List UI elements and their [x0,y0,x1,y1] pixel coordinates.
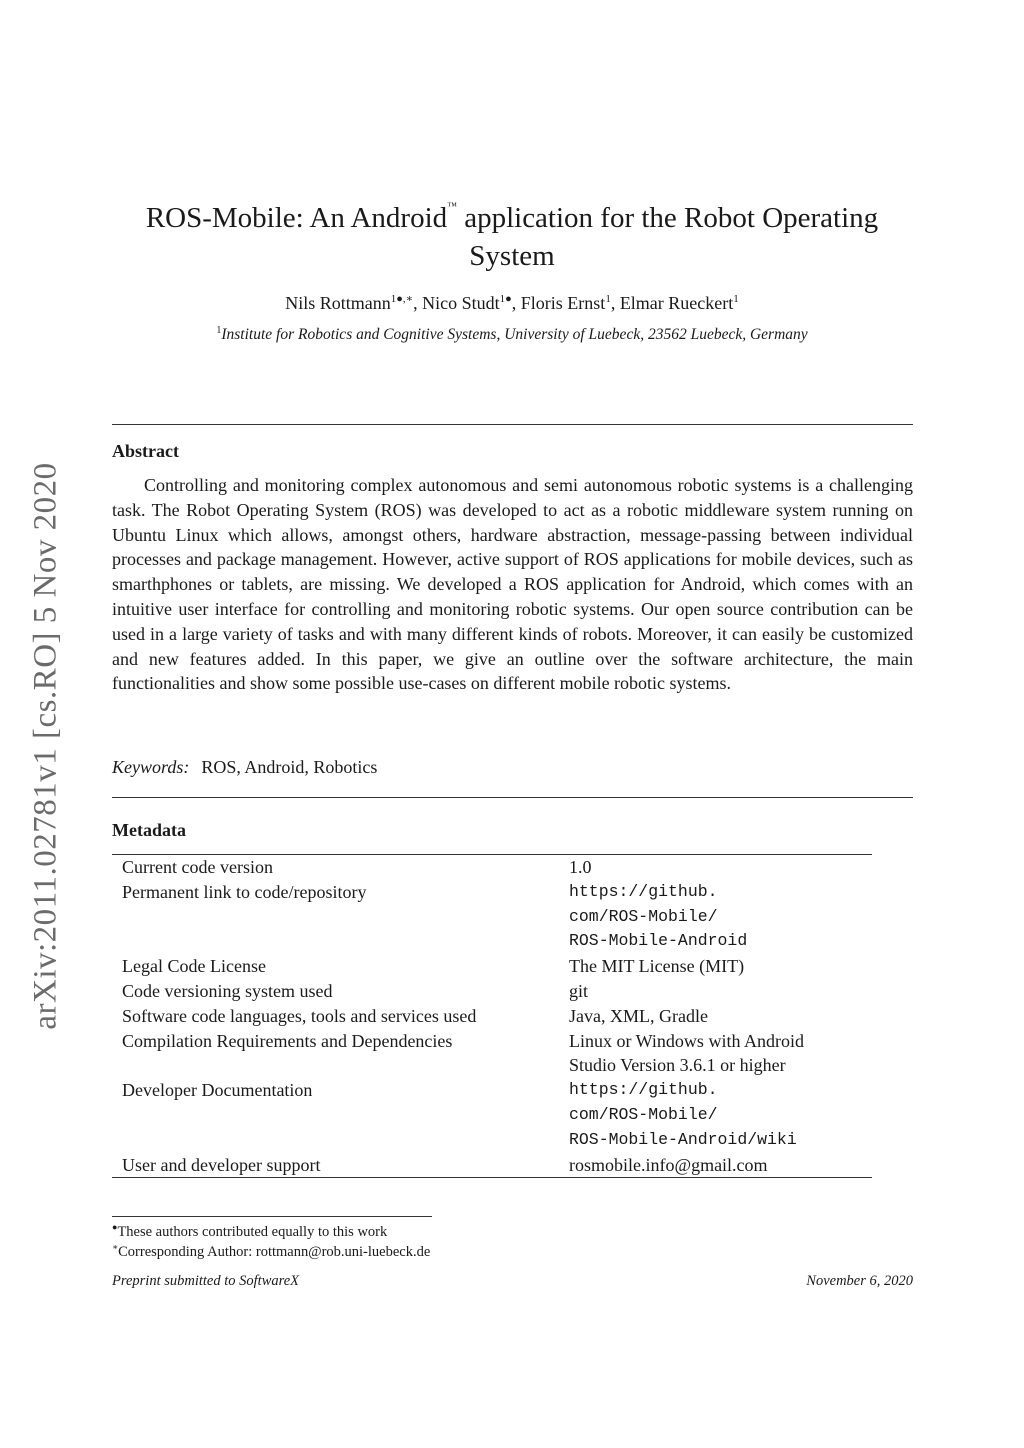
metadata-row [112,1029,872,1079]
metadata-value [559,1004,872,1029]
affiliation-text: Institute for Robotics and Cognitive Systems, University of Luebeck, 23562 Luebeck, Germany [221,326,808,344]
metadata-value-line: 1.0 [569,857,592,877]
metadata-value [559,880,872,954]
metadata-value-line: Java, XML, Gradle [569,1005,708,1026]
metadata-value [559,979,872,1004]
metadata-row [112,954,872,979]
affiliation-mark: 1 [216,325,222,336]
metadata-value-line: rosmobile.info@gmail.com [569,1154,768,1175]
preprint-date: November 6, 2020 [806,1273,913,1289]
metadata-key: Software code languages, tools and services used [122,1005,477,1026]
author-name: Nico Studt [422,293,500,313]
metadata-key: Permanent link to code/repository [122,881,367,902]
metadata-row [112,855,872,880]
author-marks: 1 [733,293,739,305]
metadata-value-line: The MIT License (MIT) [569,956,745,977]
author-marks: 1●,∗ [390,293,414,305]
affiliation [112,325,912,344]
author-marks: 1 [605,293,611,305]
footnote-mark: ∗ [112,1242,119,1252]
arxiv-id: arXiv:2011.02781v1 [cs.RO] 5 Nov 2020 [27,462,64,1030]
abstract-top-rule [112,424,913,425]
metadata-value-line: https://github. [569,881,718,901]
keywords-label: Keywords: [112,757,190,777]
title-part2: application for the Robot Operating [456,202,879,234]
author-name: Floris Ernst [520,293,606,313]
title-line2: System [469,240,555,272]
metadata-value-line: com/ROS-Mobile/ [569,906,718,926]
footnote-text: These authors contributed equally to this work [117,1223,388,1240]
metadata-key: Current code version [122,857,273,877]
author-marks: 1● [499,293,512,305]
author-name: Nils Rottmann [285,293,391,313]
metadata-key: User and developer support [122,1154,321,1175]
author-list: Nils Rottmann$^{1●,∗}$, Nico Studt$^{1●}$, Floris Ernst$^1$, Elmar Rueckert$^1$ [285,293,739,313]
footnote-equal-contribution [112,1222,387,1241]
abstract-bottom-rule [112,797,913,798]
metadata-value-line: Studio Version 3.6.1 or higher [569,1055,786,1076]
arxiv-sidebar-stamp [26,450,66,1042]
metadata-heading: Metadata [112,820,186,840]
footnote-rule [112,1216,432,1217]
footnote-text: Corresponding Author: rottmann@rob.uni-luebeck.de [118,1243,431,1260]
metadata-table [112,854,872,1178]
preprint-note: Preprint submitted to SoftwareX [112,1273,300,1289]
metadata-key: Compilation Requirements and Dependencies [122,1030,453,1051]
keywords [112,757,377,778]
metadata-value [559,1078,872,1152]
metadata-value [559,954,872,979]
metadata-row [112,1078,872,1152]
metadata-value-line: ROS-Mobile-Android/wiki [569,1129,797,1149]
paper-title [112,188,912,275]
metadata-row [112,880,872,954]
metadata-key: Legal Code License [122,956,266,977]
metadata-key: Code versioning system used [122,980,333,1001]
metadata-row [112,1153,872,1178]
author-name: Elmar Rueckert [619,293,734,313]
keywords-text: ROS, Android, Robotics [201,757,378,777]
footnote-mark: ● [112,1222,118,1232]
metadata-row [112,979,872,1004]
footnote-corresponding-author [112,1242,430,1261]
metadata-row [112,1004,872,1029]
trademark-symbol: ™ [447,201,457,212]
metadata-value [559,1153,872,1178]
metadata-value-line: ROS-Mobile-Android [569,931,748,951]
metadata-value-line: com/ROS-Mobile/ [569,1104,718,1124]
metadata-key: Developer Documentation [122,1080,313,1101]
metadata-value-line: git [569,980,589,1001]
metadata-value [559,855,872,880]
abstract-text: Controlling and monitoring complex autonomous and semi autonomous robotic systems is a challenging task. The Robot Operating System (ROS) was developed to act as a robotic middleware system running on Ubuntu Linux which allows, amongst others, hardware abstraction, message-passing between individual processes and package management. However, active support of ROS applications for mobile devices, such as smarthphones or tablets, are missing. We developed a ROS application for Android, which comes with an intuitive user interface for controlling and monitoring robotic systems. Our open source contribution can be used in a large variety of tasks and with many different kinds of robots. Moreover, it can easily be customized and new features added. In this paper, we give an outline over the software architecture, the main functionalities and show some possible use-cases on different mobile robotic systems. [112,475,913,694]
metadata-value [559,1029,872,1079]
metadata-value-line: Linux or Windows with Android [569,1030,804,1051]
title-part1: ROS-Mobile: An Android [145,202,448,234]
metadata-value-line: https://github. [569,1080,718,1100]
abstract-heading: Abstract [112,441,179,461]
